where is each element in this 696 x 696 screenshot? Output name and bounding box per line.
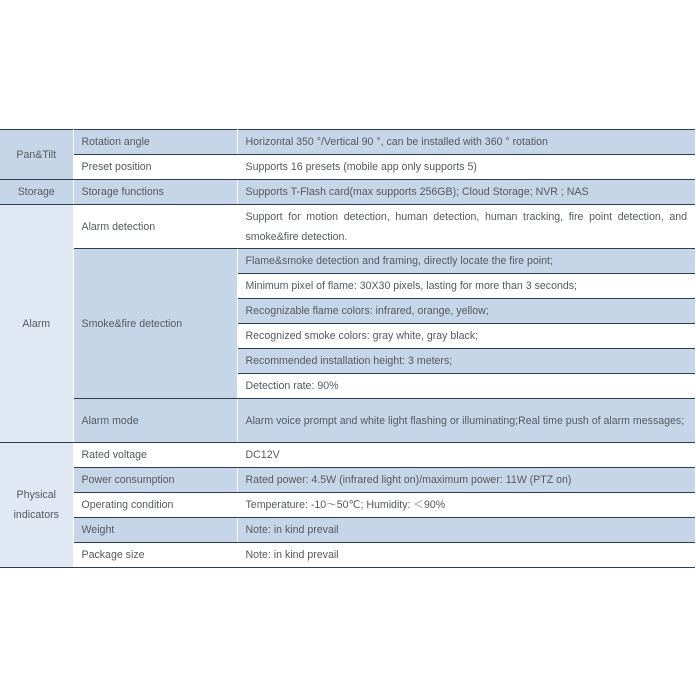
spec-value: DC12V [237,443,695,468]
spec-name: Alarm mode [73,399,237,443]
table-row [0,518,695,543]
spec-name: Operating condition [73,493,237,518]
spec-name: Alarm detection [73,205,237,249]
spec-name: Rotation angle [73,130,237,155]
spec-value: Recognized smoke colors: gray white, gray black; [237,324,695,349]
spec-value: Horizontal 350 °/Vertical 90 °, can be installed with 360 ° rotation [237,130,695,155]
spec-name: Package size [73,543,237,568]
spec-value: Note: in kind prevail [237,518,695,543]
spec-name: Smoke&fire detection [73,249,237,399]
category-pan-tilt: Pan&Tilt [0,130,73,180]
table-row [0,543,695,568]
spec-value: Supports T-Flash card(max supports 256GB); Cloud Storage; NVR ; NAS [237,180,695,205]
spec-value: Supports 16 presets (mobile app only supports 5) [237,155,695,180]
specification-table [0,129,695,568]
category-alarm: Alarm [0,205,73,443]
spec-value: Recognizable flame colors: infrared, orange, yellow; [237,299,695,324]
spec-value: Alarm voice prompt and white light flashing or illuminating;Real time push of alarm messages; [237,399,695,443]
spec-value: Rated power: 4.5W (infrared light on)/maximum power: 11W (PTZ on) [237,468,695,493]
table-row [0,468,695,493]
spec-value: Temperature: -10～50℃; Humidity: ＜90% [237,493,695,518]
spec-name: Preset position [73,155,237,180]
spec-value: Note: in kind prevail [237,543,695,568]
table-row [0,399,695,443]
table-row [0,443,695,468]
spec-name: Rated voltage [73,443,237,468]
spec-value: Minimum pixel of flame: 30X30 pixels, lasting for more than 3 seconds; [237,274,695,299]
spec-name: Power consumption [73,468,237,493]
table-row [0,155,695,180]
spec-name: Storage functions [73,180,237,205]
table-row [0,130,695,155]
category-storage: Storage [0,180,73,205]
spec-name: Weight [73,518,237,543]
table-row [0,180,695,205]
spec-value: Flame&smoke detection and framing, directly locate the fire point; [237,249,695,274]
category-physical-indicators: Physical indicators [0,443,73,568]
spec-value: Support for motion detection, human detection, human tracking, fire point detection, and smoke&fire detection. [237,205,695,249]
table-row [0,249,695,274]
table-row [0,205,695,249]
spec-value: Detection rate: 90% [237,374,695,399]
spec-value: Recommended installation height: 3 meters; [237,349,695,374]
table-row [0,493,695,518]
